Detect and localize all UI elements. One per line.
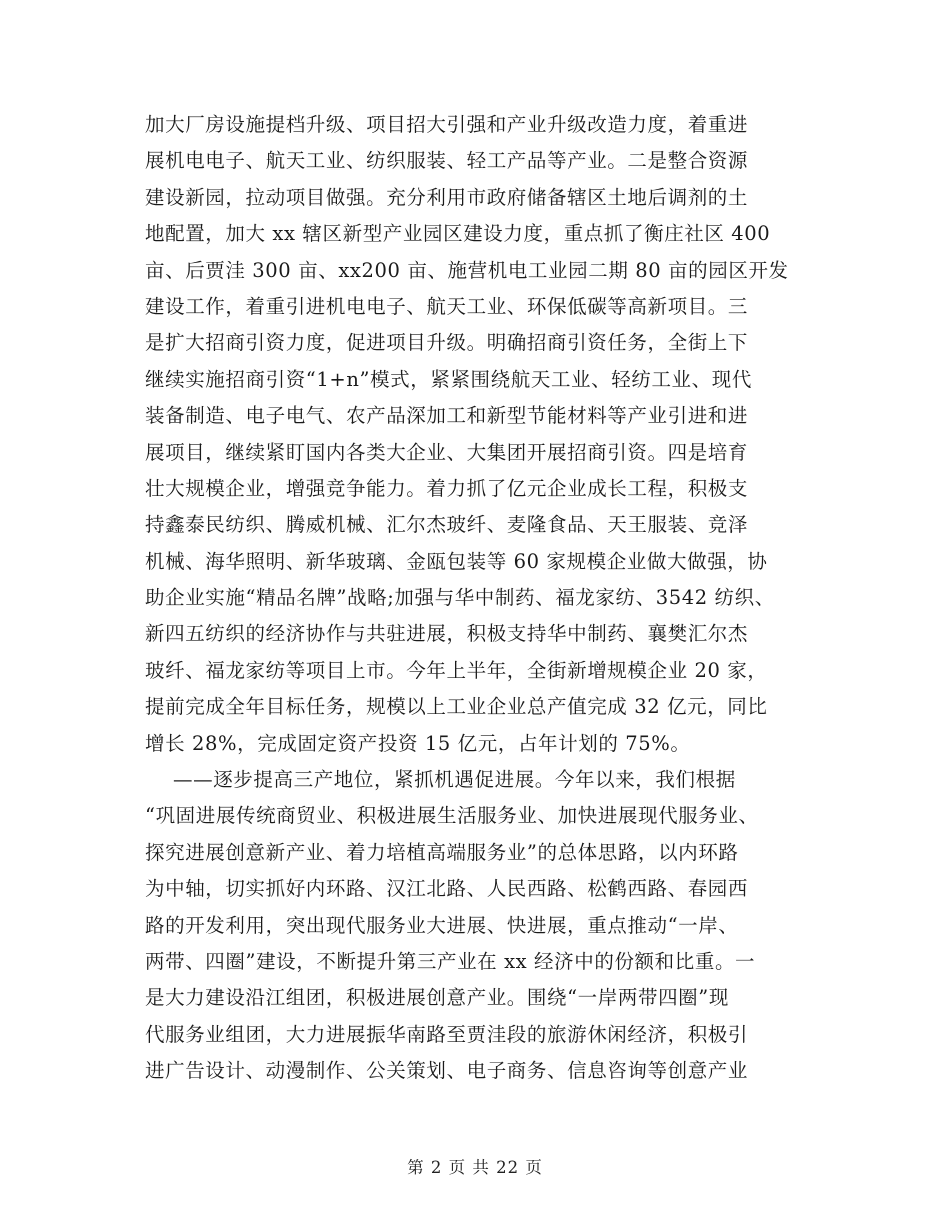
text-line: 持鑫泰民纺织、腾威机械、汇尔杰玻纤、麦隆食品、天王服装、竞泽	[145, 513, 749, 537]
text-line: 装备制造、电子电气、农产品深加工和新型节能材料等产业引进和进	[145, 404, 749, 428]
paragraph-start-line: ——逐步提高三产地位，紧抓机遇促进展。今年以来，我们根据	[173, 768, 736, 792]
text-line: 建设新园，拉动项目做强。充分利用市政府储备辖区土地后调剂的土	[145, 185, 749, 209]
text-line: 进广告设计、动漫制作、公关策划、电子商务、信息咨询等创意产业	[145, 1059, 749, 1083]
text-line: 代服务业组团，大力进展振华南路至贾洼段的旅游休闲经济，积极引	[145, 1022, 749, 1046]
text-line: 为中轴，切实抓好内环路、汉江北路、人民西路、松鹤西路、春园西	[145, 877, 749, 901]
text-line: 助企业实施“精品名牌”战略;加强与华中制药、福龙家纺、3542 纺织、	[145, 586, 775, 610]
text-line: 是大力建设沿江组团，积极进展创意产业。围绕“一岸两带四圈”现	[145, 986, 729, 1010]
text-line: 两带、四圈”建设，不断提升第三产业在 xx 经济中的份额和比重。一	[145, 949, 756, 973]
text-line: 壮大规模企业，增强竞争能力。着力抓了亿元企业成长工程，积极支	[145, 476, 749, 500]
text-line: 建设工作，着重引进机电电子、航天工业、环保低碳等高新项目。三	[145, 294, 749, 318]
text-line: 机械、海华照明、新华玻璃、金瓯包装等 60 家规模企业做大做强，协	[145, 549, 768, 573]
text-line: 展机电电子、航天工业、纺织服装、轻工产品等产业。二是整合资源	[145, 149, 749, 173]
text-line: “巩固进展传统商贸业、积极进展生活服务业、加快进展现代服务业、	[145, 804, 759, 828]
text-line: 亩、后贾洼 300 亩、xx200 亩、施营机电工业园二期 80 亩的园区开发	[145, 258, 789, 282]
body-text	[145, 107, 815, 1090]
text-line: 提前完成全年目标任务，规模以上工业企业总产值完成 32 亿元，同比	[145, 695, 768, 719]
text-line: 玻纤、福龙家纺等项目上市。今年上半年，全街新增规模企业 20 家，	[145, 658, 768, 682]
text-line: 展项目，继续紧盯国内各类大企业、大集团开展招商引资。四是培育	[145, 440, 749, 464]
text-line: 新四五纺织的经济协作与共驻进展，积极支持华中制药、襄樊汇尔杰	[145, 622, 749, 646]
text-line: 增长 28%，完成固定资产投资 15 亿元，占年计划的 75%。	[145, 731, 691, 755]
text-line: 加大厂房设施提档升级、项目招大引强和产业升级改造力度，着重进	[145, 113, 749, 136]
text-line: 是扩大招商引资力度，促进项目升级。明确招商引资任务，全街上下	[145, 331, 749, 355]
text-line: 地配置，加大 xx 辖区新型产业园区建设力度，重点抓了衡庄社区 400	[145, 222, 771, 246]
page-number-footer: 第 2 页 共 22 页	[407, 1158, 543, 1177]
text-line: 继续实施招商引资“1+n”模式，紧紧围绕航天工业、轻纺工业、现代	[145, 367, 752, 391]
text-line: 探究进展创意新产业、着力培植高端服务业”的总体思路，以内环路	[145, 840, 739, 864]
text-line: 路的开发利用，突出现代服务业大进展、快进展，重点推动“一岸、	[145, 913, 739, 937]
